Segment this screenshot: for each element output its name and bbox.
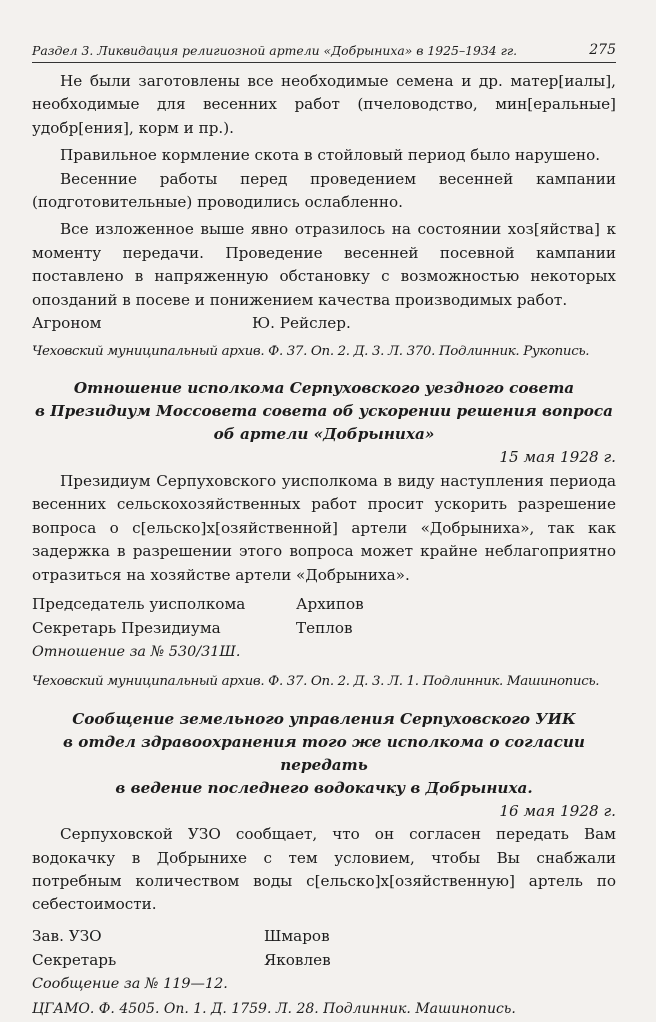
page-number: 275 <box>589 42 616 58</box>
doc2-title-line-2: в Президиум Моссовета совета об ускорении решения вопроса <box>35 402 613 421</box>
signature-role: Агроном <box>32 314 102 333</box>
doc1-paragraph-3: Весенние работы перед проведением весенней кампании (подготовительные) проводились ослабленно. <box>32 169 616 212</box>
doc3-text: Серпуховской УЗО сообщает, что он согласен передать Вам водокачку в Добрынихе с тем условием, чтобы Вы снабжали потребным количеством воды с[ельско]х[озяйственную] артель по себестоимости. <box>32 825 616 914</box>
doc2-title-line-3: об артели «Добрыниха» <box>213 425 435 444</box>
doc2-text: Президиум Серпуховского уисполкома в виду наступления периода весенних сельскохозяйственных работ просит ускорить разрешение вопроса о с[ельско]х[озяйственной] артели «Добрыниха», так как задержка в разрешении этого вопроса может крайне неблагоприятно отразиться на хозяйстве артели «Добрыниха». <box>32 471 616 584</box>
doc2-date: 15 мая 1928 г. <box>499 448 616 467</box>
doc3-signature-1 <box>32 925 616 949</box>
page-body <box>32 70 616 1022</box>
doc2-title-line-1: Отношение исполкома Серпуховского уездного совета <box>73 379 575 398</box>
running-title: Раздел 3. Ликвидация религиозной артели «Добрыниха» в 1925–1934 гг. <box>32 43 518 58</box>
signature-name: Теплов <box>296 618 353 637</box>
running-header <box>32 40 616 63</box>
doc1-paragraph-2: Правильное кормление скота в стойловый период было нарушено. <box>60 146 601 165</box>
doc1-signature <box>32 312 616 336</box>
signature-name: Яковлев <box>264 950 331 969</box>
doc2-archive-source: Чеховский муниципальный архив. Ф. 37. Оп. 2. Д. 3. Л. 1. Подлинник. Машинопись. <box>32 674 600 690</box>
doc3-title-line-3: в ведение последнего водокачку в Добрыниха. <box>115 778 533 797</box>
signature-name: Архипов <box>296 594 364 613</box>
doc3-title-line-2: в отдел здравоохранения того же исполкома о согласии передать <box>63 732 585 774</box>
doc2-signature-1 <box>32 593 616 617</box>
doc1-paragraph-4: Все изложенное выше явно отразилось на состоянии хоз[яйства] к моменту передачи. Проведение весенней посевной кампании поставлено в напряженную обстановку с возможностью некоторых опозданий в посеве и понижением качества производимых работ. <box>32 220 616 309</box>
doc3-date: 16 мая 1928 г. <box>499 801 616 820</box>
doc3-title <box>32 708 616 800</box>
doc3-title-line-1: Сообщение земельного управления Серпуховского УИК <box>72 709 576 728</box>
doc3-archive-source: ЦГАМО. Ф. 4505. Оп. 1. Д. 1759. Л. 28. Подлинник. Машинопись. <box>32 1001 516 1018</box>
doc1-archive-source: Чеховский муниципальный архив. Ф. 37. Оп. 2. Д. 3. Л. 370. Подлинник. Рукопись. <box>32 344 590 360</box>
doc2-title <box>32 377 616 446</box>
signature-role: Секретарь <box>32 950 117 969</box>
signature-role: Председатель уисполкома <box>32 594 246 613</box>
doc1-paragraph-1: Не были заготовлены все необходимые семена и др. матер[иалы], необходимые для весенних работ (пчеловодство, мин[еральные] удобр[ения], корм и пр.). <box>32 72 616 137</box>
signature-name: Ю. Рейслер. <box>252 314 351 333</box>
signature-name: Шмаров <box>264 926 330 945</box>
doc2-signature-2 <box>32 617 616 641</box>
doc3-signature-2 <box>32 949 616 973</box>
signature-role: Зав. УЗО <box>32 926 102 945</box>
doc2-reference: Отношение за № 530/31Ш. <box>32 643 241 660</box>
signature-role: Секретарь Президиума <box>32 618 221 637</box>
doc3-reference: Сообщение за № 119—12. <box>32 975 228 992</box>
